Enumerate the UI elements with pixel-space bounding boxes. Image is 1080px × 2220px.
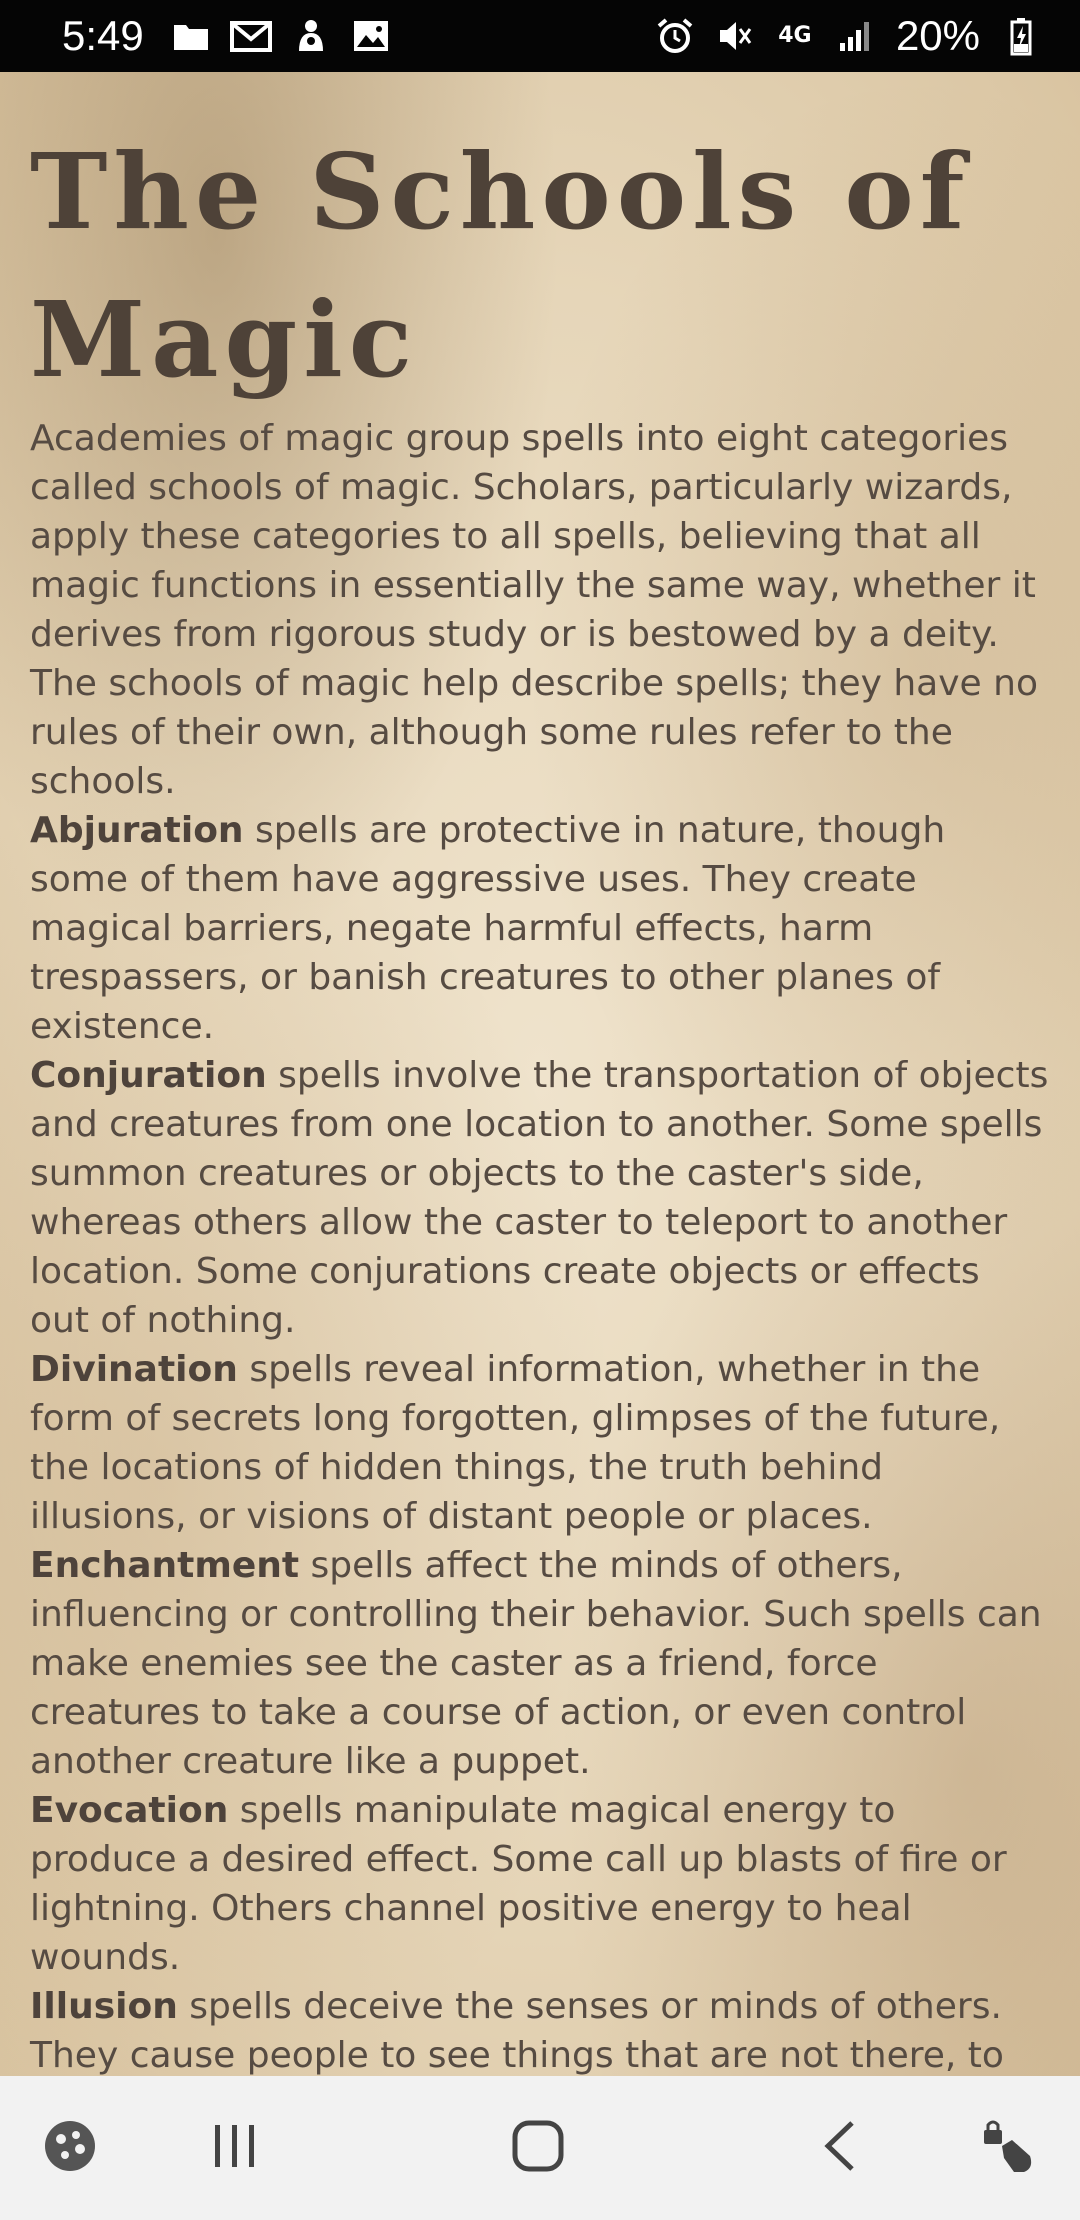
back-button[interactable] [780, 2076, 900, 2220]
school-description: spells involve the transportation of objects and creatures from one location to another. Some spells summon creatures or objects to the caster's side, whereas others allow the caster to teleport to another location. Some conjurations create objects or effects out of nothing. [30, 1055, 1049, 1341]
game-controller-icon [43, 2119, 97, 2177]
page-title: The Schools of Magic [30, 130, 971, 401]
notification-icon [292, 17, 330, 55]
school-conjuration [30, 1051, 1050, 1345]
home-button[interactable] [478, 2076, 598, 2220]
status-bar-left [62, 12, 390, 60]
alarm-icon [656, 17, 694, 55]
recent-apps-button[interactable] [175, 2076, 295, 2220]
school-name: Abjuration [30, 810, 244, 851]
signal-icon [836, 17, 874, 55]
touch-lock-button[interactable] [950, 2076, 1070, 2220]
school-name: Divination [30, 1349, 238, 1390]
school-description: spells deceive the senses or minds of others. They cause people to see things that are not there, to [30, 1986, 1004, 2076]
school-description: spells reveal information, whether in the form of secrets long forgotten, glimpses of the future, the locations of hidden things, the truth behind illusions, or visions of distant people or places. [30, 1349, 1001, 1537]
recent-apps-icon [210, 2123, 260, 2173]
school-description: spells manipulate magical energy to produce a desired effect. Some call up blasts of fire or lightning. Others channel positive energy to heal wounds. [30, 1790, 1007, 1978]
article-body [0, 414, 1080, 2129]
status-time: 5:49 [62, 12, 144, 59]
navigation-bar [0, 2076, 1080, 2220]
intro-paragraph-2: The schools of magic help describe spells; they have no rules of their own, although some rules refer to the schools. [30, 663, 1038, 802]
network-4g-icon: 4G [778, 23, 812, 48]
school-name: Evocation [30, 1790, 229, 1831]
school-description: spells affect the minds of others, influencing or controlling their behavior. Such spells can make enemies see the caster as a friend, force creatures to take a course of action, or even control another creature like a puppet. [30, 1545, 1042, 1782]
school-description: spells are protective in nature, though some of them have aggressive uses. They create magical barriers, negate harmful effects, harm trespassers, or banish creatures to other planes of existence. [30, 810, 946, 1047]
back-chevron-icon [822, 2120, 858, 2176]
school-enchantment [30, 1541, 1050, 1786]
home-icon [512, 2120, 564, 2176]
battery-charging-icon [1002, 17, 1040, 55]
status-bar-right [656, 12, 1040, 60]
school-divination [30, 1345, 1050, 1541]
school-name: Illusion [30, 1986, 178, 2027]
touch-lock-icon [980, 2116, 1040, 2180]
intro-paragraph-1: Academies of magic group spells into eight categories called schools of magic. Scholars, particularly wizards, apply these categories to all spells, believing that all magic functions in essentially the same way, whether it derives from rigorous study or is bestowed by a deity. [30, 418, 1036, 655]
school-name: Enchantment [30, 1545, 300, 1586]
image-icon [352, 17, 390, 55]
school-abjuration [30, 806, 1050, 1051]
status-bar [0, 0, 1080, 72]
mute-icon [716, 17, 754, 55]
school-evocation [30, 1786, 1050, 1982]
gmail-icon [232, 17, 270, 55]
game-launcher-button[interactable] [10, 2076, 130, 2220]
battery-percent: 20% [895, 12, 980, 59]
school-name: Conjuration [30, 1055, 267, 1096]
folder-icon [172, 17, 210, 55]
article-scroll-area[interactable] [0, 72, 1080, 2076]
